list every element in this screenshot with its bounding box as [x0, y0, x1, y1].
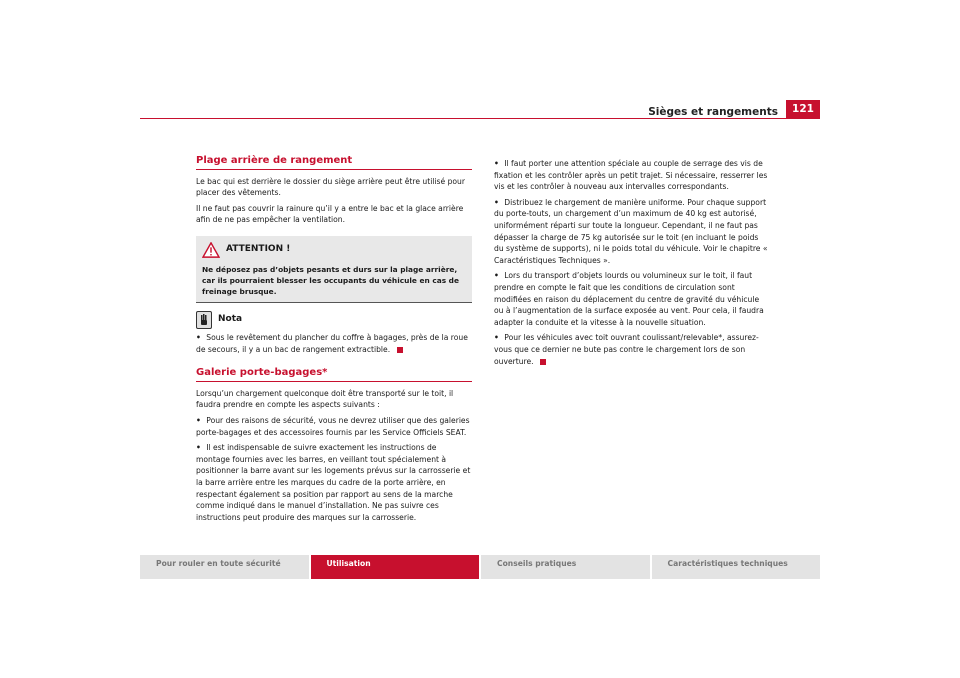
- list-item: [494, 270, 770, 328]
- warning-triangle-icon: [202, 242, 220, 258]
- right-column: [494, 158, 770, 371]
- note-title: Nota: [218, 314, 243, 325]
- footer-tab-utilisation[interactable]: Utilisation: [311, 555, 480, 579]
- section-end-square-icon: [397, 347, 403, 353]
- footer-tab-caracteristiques[interactable]: Caractéristiques techniques: [652, 555, 821, 579]
- left-column: [196, 155, 472, 527]
- list-item: [196, 415, 472, 438]
- page-header-title: Sièges et rangements: [648, 106, 778, 118]
- bullet-dot: •: [196, 332, 201, 342]
- list-item-text: Il est indispensable de suivre exactement les instructions de montage fournies avec les barres, en veillant tout spécialement à positionner la barre avant sur les logements prévus sur la carrosserie et la barre arrière entre les marques du cadre de la porte arrière, en respectant également sa position par rapport au sens de la marche comme indiqué dans le manuel d’installation. Ne pas suivre ces instructions peut produire des marques sur la carrosserie.: [196, 443, 471, 522]
- list-item: [494, 158, 770, 193]
- bullet-dot: •: [196, 443, 201, 453]
- bullet-dot: •: [494, 271, 499, 281]
- list-item: [494, 332, 770, 367]
- section-title-galerie: Galerie porte-bagages*: [196, 367, 472, 382]
- bullet-dot: •: [494, 197, 499, 207]
- list-item-text: Lors du transport d’objets lourds ou volumineux sur le toit, il faut prendre en compte le fait que les conditions de circulation sont modifiées en raison du déplacement du centre de gravité du véhicule ou à l’augmentation de la surface exposée au vent. Pour cela, il faudra adapter la conduite et la vitesse à la nouvelle situation.: [494, 271, 764, 327]
- section-title-plage: Plage arrière de rangement: [196, 155, 472, 170]
- note-hand-icon: [196, 311, 212, 329]
- paragraph: Il ne faut pas couvrir la rainure qu’il y a entre le bac et la glace arrière afin de ne pas empêcher la ventilation.: [196, 203, 464, 225]
- list-item-text: Il faut porter une attention spéciale au couple de serrage des vis de fixation et les contrôler après un petit trajet. Si nécessaire, resserrer les vis et les contrôler à nouveau aux intervalles correspondants.: [494, 159, 768, 192]
- warning-text: Ne déposez pas d’objets pesants et durs sur la plage arrière, car ils pourraient blesser les occupants du véhicule en cas de freinage brusque.: [202, 264, 459, 296]
- header-rule: [140, 118, 786, 119]
- paragraph: Lorsqu’un chargement quelconque doit être transporté sur le toit, il faudra prendre en compte les aspects suivants :: [196, 388, 454, 410]
- warning-title: ATTENTION !: [226, 244, 291, 255]
- footer-tab-conseils[interactable]: Conseils pratiques: [481, 555, 650, 579]
- bullet-dot: •: [196, 415, 201, 425]
- list-item-text: Distribuez le chargement de manière uniforme. Pour chaque support du porte-touts, un chargement d’un maximum de 40 kg est autorisé, uniformément réparti sur toute la longueur. Cependant, il ne faut pas dépasser la charge de 75 kg autorisée sur le toit (en incluant le poids du système de supports), ni le poids total du véhicule. Voir le chapitre « Caractéristiques Techniques ».: [494, 197, 768, 265]
- note-header: [196, 311, 472, 329]
- bullet-dot: •: [494, 159, 499, 168]
- footer-tab-securite[interactable]: Pour rouler en toute sécurité: [140, 555, 309, 579]
- list-item: [196, 442, 472, 523]
- warning-header: [202, 240, 466, 260]
- bullet-dot: •: [494, 333, 499, 343]
- warning-box: [196, 236, 472, 303]
- section-end-square-icon: [540, 359, 546, 365]
- list-item: [494, 197, 770, 267]
- page-number: 121: [786, 100, 820, 119]
- note-bullet-text: Sous le revêtement du plancher du coffre à bagages, près de la roue de secours, il y a un bac de rangement extractible.: [196, 332, 468, 354]
- list-item-text: Pour des raisons de sécurité, vous ne devrez utiliser que des galeries porte-bagages et des accessoires fournis par les Service Officiels SEAT.: [196, 415, 470, 437]
- paragraph: Le bac qui est derrière le dossier du siège arrière peut être utilisé pour placer des vêtements.: [196, 176, 465, 198]
- footer-navigation: [140, 555, 820, 579]
- note-bullet: [196, 332, 472, 355]
- list-item-text: Pour les véhicules avec toit ouvrant coulissant/relevable*, assurez-vous que ce dernier ne bute pas contre le chargement lors de son ouverture.: [494, 333, 759, 366]
